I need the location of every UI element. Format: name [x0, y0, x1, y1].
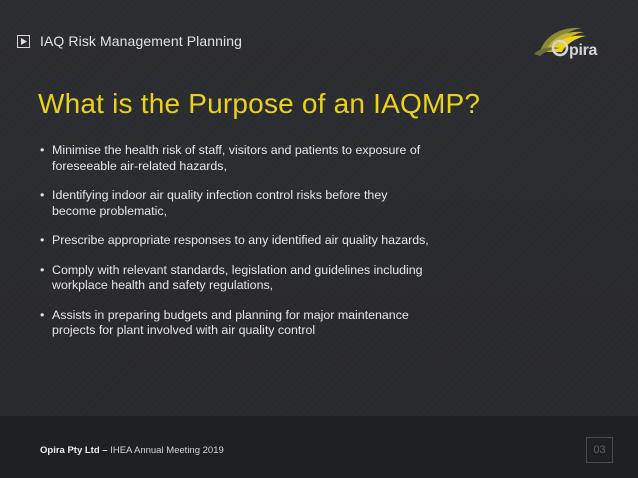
- bullet-text-line: Identifying indoor air quality infection control risks before they: [52, 188, 388, 202]
- bullet-list: [40, 143, 510, 353]
- page-number: 03: [586, 437, 613, 463]
- footer-caption: [40, 445, 224, 456]
- bullet-text-line: projects for plant involved with air quality control: [52, 323, 316, 337]
- list-item: [40, 263, 510, 294]
- list-item: [40, 188, 510, 219]
- bullet-text-line: Comply with relevant standards, legislation and guidelines including: [52, 262, 423, 277]
- bullet-text-line: Minimise the health risk of staff, visitors and patients to exposure of: [52, 143, 421, 157]
- opira-logo: [530, 18, 624, 64]
- footer-event: IHEA Annual Meeting 2019: [110, 445, 224, 456]
- svg-text:pira: pira: [569, 42, 598, 59]
- slide-title: What is the Purpose of an IAQMP?: [38, 88, 481, 119]
- section-header: [17, 31, 242, 51]
- bullet-marker: •: [40, 233, 45, 247]
- bullet-text-line: Assists in preparing budgets and planning for major maintenance: [52, 307, 409, 322]
- list-item: [40, 233, 510, 249]
- bullet-text-line: become problematic,: [52, 203, 168, 218]
- list-item: [40, 143, 510, 174]
- bullet-marker: •: [40, 143, 45, 157]
- bullet-marker: •: [40, 307, 45, 322]
- bullet-text-line: foreseeable air-related hazards,: [52, 158, 227, 173]
- bullet-text-line: workplace health and safety regulations,: [52, 278, 274, 292]
- bullet-marker: •: [40, 262, 45, 277]
- play-icon[interactable]: [17, 35, 30, 48]
- section-title: IAQ Risk Management Planning: [40, 33, 243, 49]
- bullet-marker: •: [40, 188, 45, 202]
- list-item: [40, 308, 510, 339]
- footer-company: Opira Pty Ltd –: [40, 445, 108, 456]
- bullet-text-line: Prescribe appropriate responses to any identified air quality hazards,: [52, 233, 429, 247]
